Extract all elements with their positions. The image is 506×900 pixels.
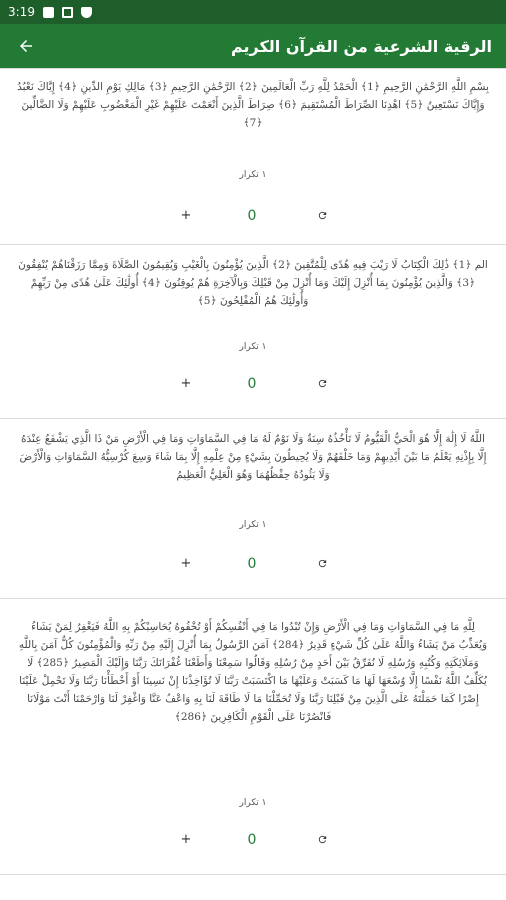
refresh-icon [317, 210, 328, 221]
image-icon [62, 7, 73, 18]
verse-card-4 [0, 618, 506, 848]
verse-list [0, 68, 506, 900]
status-bar [0, 0, 506, 24]
page-title: الرقية الشرعية من القرآن الكريم [230, 36, 492, 56]
reset-button[interactable] [310, 554, 334, 574]
divider [0, 244, 506, 245]
count-value: 0 [247, 376, 257, 392]
reset-button[interactable] [310, 374, 334, 394]
counter-controls [0, 206, 506, 226]
increment-button[interactable]: + [180, 832, 192, 847]
shield-icon [81, 7, 92, 18]
repeat-label: ١ تكرار [239, 520, 267, 530]
verse-card-3 [0, 430, 506, 572]
repeat-label: ١ تكرار [239, 170, 267, 180]
divider [0, 874, 506, 875]
increment-button[interactable]: + [180, 208, 192, 223]
counter-controls [0, 374, 506, 394]
count-value: 0 [247, 832, 257, 848]
app-bar [0, 24, 506, 68]
divider [0, 68, 506, 69]
divider [0, 598, 506, 599]
back-button[interactable] [14, 34, 38, 58]
repeat-label: ١ تكرار [239, 342, 267, 352]
refresh-icon [317, 378, 328, 389]
reset-button[interactable] [310, 206, 334, 226]
count-value: 0 [247, 208, 257, 224]
status-time: 3:19 [8, 5, 35, 19]
arrow-back-icon [17, 37, 35, 55]
divider [0, 418, 506, 419]
counter-controls [0, 830, 506, 850]
reset-button[interactable] [310, 830, 334, 850]
increment-button[interactable]: + [180, 556, 192, 571]
verse-card-1 [0, 78, 506, 224]
refresh-icon [317, 834, 328, 845]
count-value: 0 [247, 556, 257, 572]
notification-icon [43, 7, 54, 18]
verse-text: الم ﴿1﴾ ذَٰلِكَ الْكِتَابُ لَا رَيْبَ فِيهِ هُدًى لِلْمُتَّقِينَ ﴿2﴾ الَّذِينَ يُؤْمِنُونَ بِالْغَيْبِ وَيُقِيمُونَ الصَّلَاةَ وَمِمَّا رَزَقْنَاهُمْ يُنْفِقُونَ ﴿3﴾ وَالَّذِينَ يُؤْمِنُونَ بِمَا أُنْزِلَ إِلَيْكَ وَمَا أُنْزِلَ مِنْ قَبْلِكَ وَبِالْآخِرَةِ هُمْ يُوقِنُونَ ﴿4﴾ أُولَٰئِكَ عَلَىٰ هُدًى مِنْ رَبِّهِمْ وَأُولَٰئِكَ هُمُ الْمُفْلِحُونَ ﴿5﴾ [18, 259, 488, 307]
increment-button[interactable]: + [180, 376, 192, 391]
verse-card-2 [0, 256, 506, 392]
verse-text: اللَّهُ لَا إِلَٰهَ إِلَّا هُوَ الْحَيُّ الْقَيُّومُ لَا تَأْخُذُهُ سِنَةٌ وَلَا نَوْمٌ لَهُ مَا فِي السَّمَاوَاتِ وَمَا فِي الْأَرْضِ مَنْ ذَا الَّذِي يَشْفَعُ عِنْدَهُ إِلَّا بِإِذْنِهِ يَعْلَمُ مَا بَيْنَ أَيْدِيهِمْ وَمَا خَلْفَهُمْ وَلَا يُحِيطُونَ بِشَيْءٍ مِنْ عِلْمِهِ إِلَّا بِمَا شَاءَ وَسِعَ كُرْسِيُّهُ السَّمَاوَاتِ وَالْأَرْضَ وَلَا يَئُودُهُ حِفْظُهُمَا وَهُوَ الْعَلِيُّ الْعَظِيمُ [19, 433, 487, 481]
counter-controls [0, 554, 506, 574]
repeat-label: ١ تكرار [239, 798, 267, 808]
verse-text: بِسْمِ اللَّهِ الرَّحْمَٰنِ الرَّحِيمِ ﴿1﴾ الْحَمْدُ لِلَّهِ رَبِّ الْعَالَمِينَ ﴿2﴾ الرَّحْمَٰنِ الرَّحِيمِ ﴿3﴾ مَالِكِ يَوْمِ الدِّينِ ﴿4﴾ إِيَّاكَ نَعْبُدُ وَإِيَّاكَ نَسْتَعِينُ ﴿5﴾ اهْدِنَا الصِّرَاطَ الْمُسْتَقِيمَ ﴿6﴾ صِرَاطَ الَّذِينَ أَنْعَمْتَ عَلَيْهِمْ غَيْرِ الْمَغْضُوبِ عَلَيْهِمْ وَلَا الضَّالِّينَ ﴿7﴾ [17, 81, 489, 129]
verse-text: لِلَّهِ مَا فِي السَّمَاوَاتِ وَمَا فِي الْأَرْضِ وَإِنْ تُبْدُوا مَا فِي أَنْفُسِكُمْ أَوْ تُخْفُوهُ يُحَاسِبْكُمْ بِهِ اللَّهُ فَيَغْفِرُ لِمَنْ يَشَاءُ وَيُعَذِّبُ مَنْ يَشَاءُ وَاللَّهُ عَلَىٰ كُلِّ شَيْءٍ قَدِيرٌ ﴿284﴾ آمَنَ الرَّسُولُ بِمَا أُنْزِلَ إِلَيْهِ مِنْ رَبِّهِ وَالْمُؤْمِنُونَ كُلٌّ آمَنَ بِاللَّهِ وَمَلَائِكَتِهِ وَكُتُبِهِ وَرُسُلِهِ لَا نُفَرِّقُ بَيْنَ أَحَدٍ مِنْ رُسُلِهِ وَقَالُوا سَمِعْنَا وَأَطَعْنَا غُفْرَانَكَ رَبَّنَا وَإِلَيْكَ الْمَصِيرُ ﴿285﴾ لَا يُكَلِّفُ اللَّهُ نَفْسًا إِلَّا وُسْعَهَا لَهَا مَا كَسَبَتْ وَعَلَيْهَا مَا اكْتَسَبَتْ رَبَّنَا لَا تُؤَاخِذْنَا إِنْ نَسِينَا أَوْ أَخْطَأْنَا رَبَّنَا وَلَا تَحْمِلْ عَلَيْنَا إِصْرًا كَمَا حَمَلْتَهُ عَلَى الَّذِينَ مِنْ قَبْلِنَا رَبَّنَا وَلَا تُحَمِّلْنَا مَا لَا طَاقَةَ لَنَا بِهِ وَاعْفُ عَنَّا وَاغْفِرْ لَنَا وَارْحَمْنَا أَنْتَ مَوْلَانَا فَانْصُرْنَا عَلَى الْقَوْمِ الْكَافِرِينَ ﴿286﴾ [18, 621, 488, 723]
refresh-icon [317, 558, 328, 569]
